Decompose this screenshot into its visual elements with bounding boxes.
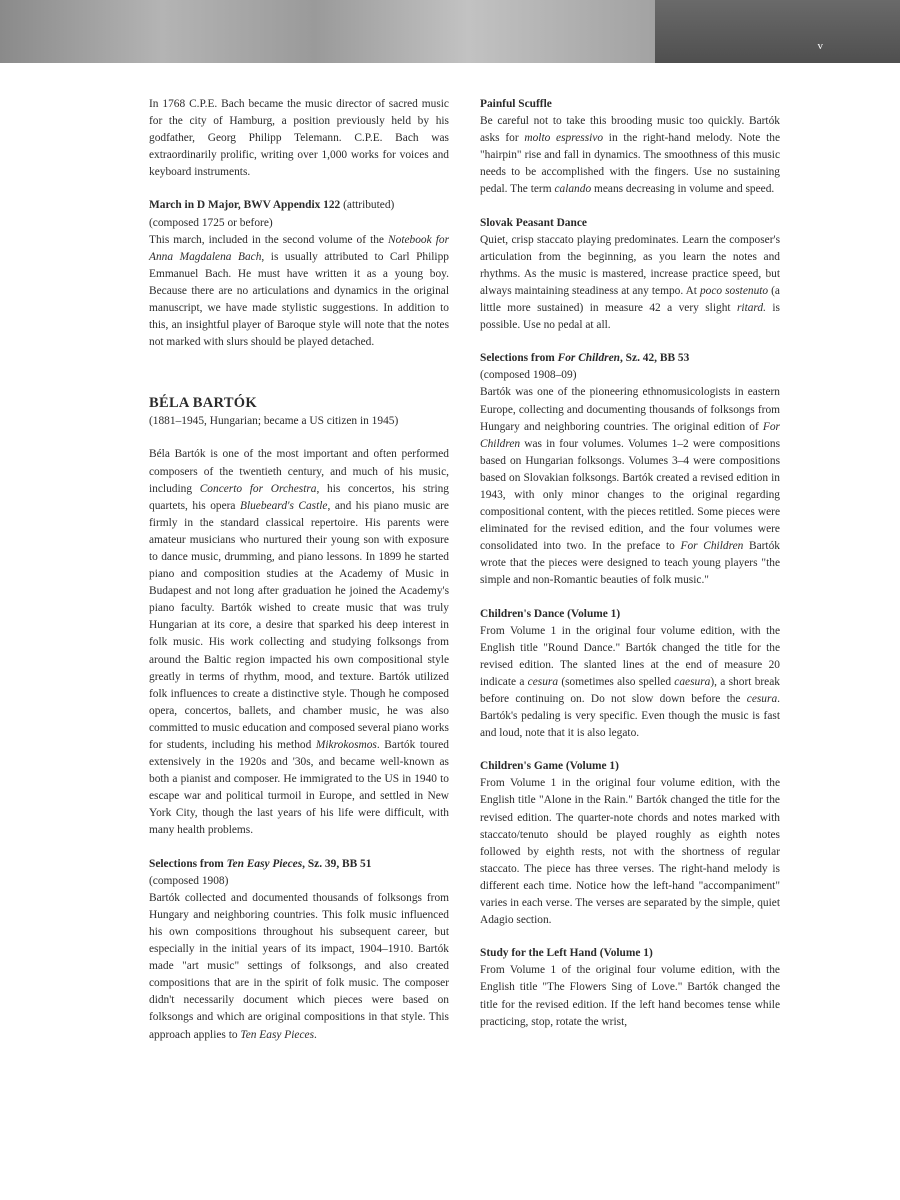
study-left-paragraph: From Volume 1 of the original four volume edition, with the English title "The Flowers Sing of Love." Bartók changed the title for the revised edition. If the left hand becomes tense while practicing, stop, rotate the wrist, — [480, 964, 780, 1028]
ten-easy-composed: (composed 1908) — [149, 874, 229, 887]
slovak-paragraph: Quiet, crisp staccato playing predominates. Learn the composer's articulation from the beginning, as you learn the notes and rhythms. As the music is mastered, increase practice speed, but always maintaining steadiness at any tempo. At poco sostenuto (a little more sustained) in measure 42 a very slight ritard. is possible. Use no pedal at all. — [480, 233, 780, 332]
march-heading: March in D Major, BWV Appendix 122 (attributed) — [149, 199, 395, 212]
painful-paragraph: Be careful not to take this brooding music too quickly. Bartók asks for molto espressivo in the right-hand melody. Note the "hairpin" rise and fall in dynamics. The smoothness of this music needs to be accomplished with the fingers. Use no sustaining pedal. The term calando means decreasing in volume and speed. — [480, 115, 781, 196]
for-children-paragraph: Bartók was one of the pioneering ethnomusicologists in eastern Europe, collecting and documenting thousands of folksongs from Hungary and neighboring countries. The original edition of For Children was in four volumes. Volumes 1–2 were compositions based on Hungarian folksongs. Volumes 3–4 were compositions based on Slovakian folksongs. Bartók created a revised edition in 1943, with only minor changes to the original regarding compositional content, with the pieces retitled. Some pieces were eliminated for the revised edition, and the four volumes were consolidated into two. In the preface to For Children Bartók wrote that the pieces were designed to teach young players "the simple and non-Romantic beauties of folk music." — [480, 386, 780, 587]
composer-name: BÉLA BARTÓK — [149, 395, 257, 412]
intro-paragraph: In 1768 C.P.E. Bach became the music director of sacred music for the city of Hamburg, a position previously held by his godfather, Georg Philipp Telemann. C.P.E. Bach was extraordinarily prolific, writing over 1,000 works for voices and keyboard instruments. — [149, 98, 449, 179]
childrens-dance-heading: Children's Dance (Volume 1) — [480, 607, 621, 620]
header-tab — [655, 0, 900, 63]
slovak-dance-section — [480, 215, 780, 335]
composer-dates: (1881–1945, Hungarian; became a US citizen in 1945) — [149, 415, 399, 428]
childrens-game-section — [480, 758, 780, 929]
slovak-heading: Slovak Peasant Dance — [480, 216, 587, 229]
for-children-section — [480, 350, 780, 589]
for-children-composed: (composed 1908–09) — [480, 369, 577, 382]
study-left-hand-section — [480, 945, 780, 1030]
left-column — [149, 96, 449, 1060]
childrens-game-heading: Children's Game (Volume 1) — [480, 760, 619, 773]
childrens-dance-section — [480, 606, 780, 743]
childrens-game-paragraph: From Volume 1 in the original four volume edition, with the English title "Alone in the Rain." Bartók changed the title for the revised edition. The quarter-note chords and notes marked with staccato/tenuto should be played roughly as eighth notes followed by eighth rests, not with the shortness of regular staccato. The piece has three verses. The right-hand melody is different each time. Notice how the left-hand "accompaniment" varies in each verse. The verses are separated by the simple, quiet Adagio section. — [480, 777, 780, 927]
header-banner — [0, 0, 900, 63]
cpe-bach-intro — [149, 96, 449, 181]
childrens-dance-paragraph: From Volume 1 in the original four volume edition, with the English title "Round Dance." Bartók changed the title for the revised edition. The slanted lines at the end of measure 20 indicate a cesura (sometimes also spelled caesura), a short break before continuing on. Do not slow down before the cesura. Bartók's pedaling is very specific. Even though the music is fast and loud, note that it is also legato. — [480, 624, 780, 740]
ten-easy-heading: Selections from Ten Easy Pieces, Sz. 39, BB 51 — [149, 857, 372, 870]
painful-heading: Painful Scuffle — [480, 98, 552, 110]
ten-easy-pieces-section — [149, 856, 449, 1044]
march-section — [149, 197, 449, 351]
march-composed: (composed 1725 or before) — [149, 216, 273, 229]
ten-easy-paragraph: Bartók collected and documented thousands of folksongs from Hungary and neighboring countries. This folk music influenced his own compositions throughout his subsequent career, but especially in the initial years of its impact, 1904–1910. Bartók made "art music" settings of folksongs, and also created compositions that are in the spirit of folk music. The composer didn't necessarily document which pieces were based on folksongs and which are original compositions in that style. This approach applies to Ten Easy Pieces. — [149, 891, 449, 1041]
bartok-biography: Béla Bartók is one of the most important and often performed composers of the twentieth century, and much of his music, including Concerto for Orchestra, his concertos, his string quartets, his opera Bluebeard's Castle, and his piano music are firmly in the standard classical repertoire. His parents were amateur musicians who nurtured their young son with exposure to dance music, drumming, and piano lessons. In 1899 he started piano and composition studies at the Academy of Music in Budapest and not long after graduation he joined the Academy's piano faculty. Bartók wished to create music that was truly Hungarian at its core, a desire that sparked his deep interest in folk music. His work collecting and studying folksongs from around the Baltic region impacted his own compositional style greatly in terms of rhythm, mood, and texture. Bartók utilized folk influences to create a distinctive style. Though he composed opera, concertos, ballets, and chamber music, he was also committed to music education and composed several piano works for students, including his method Mikrokosmos. Bartók toured extensively in the 1920s and '30s, and became well-known as both a pianist and composer. He immigrated to the US in 1940 to escape war and political turmoil in Europe, and settled in New York City, though the last years of his life were difficult, with many health problems. — [149, 448, 450, 837]
right-column — [480, 96, 780, 1047]
painful-scuffle-section — [480, 96, 780, 199]
study-left-heading: Study for the Left Hand (Volume 1) — [480, 947, 653, 960]
page-number: v — [817, 40, 824, 52]
march-paragraph: This march, included in the second volume of the Notebook for Anna Magdalena Bach, is usually attributed to Carl Philipp Emmanuel Bach. He must have written it as a young boy. Because there are no articulations and dynamics in the original manuscript, we have made stylistic suggestions. In addition to this, an insightful player of Baroque style will note that the notes not marked with slurs should be played detached. — [149, 233, 450, 349]
bartok-section — [149, 393, 449, 839]
for-children-heading: Selections from For Children, Sz. 42, BB 53 — [480, 352, 690, 365]
